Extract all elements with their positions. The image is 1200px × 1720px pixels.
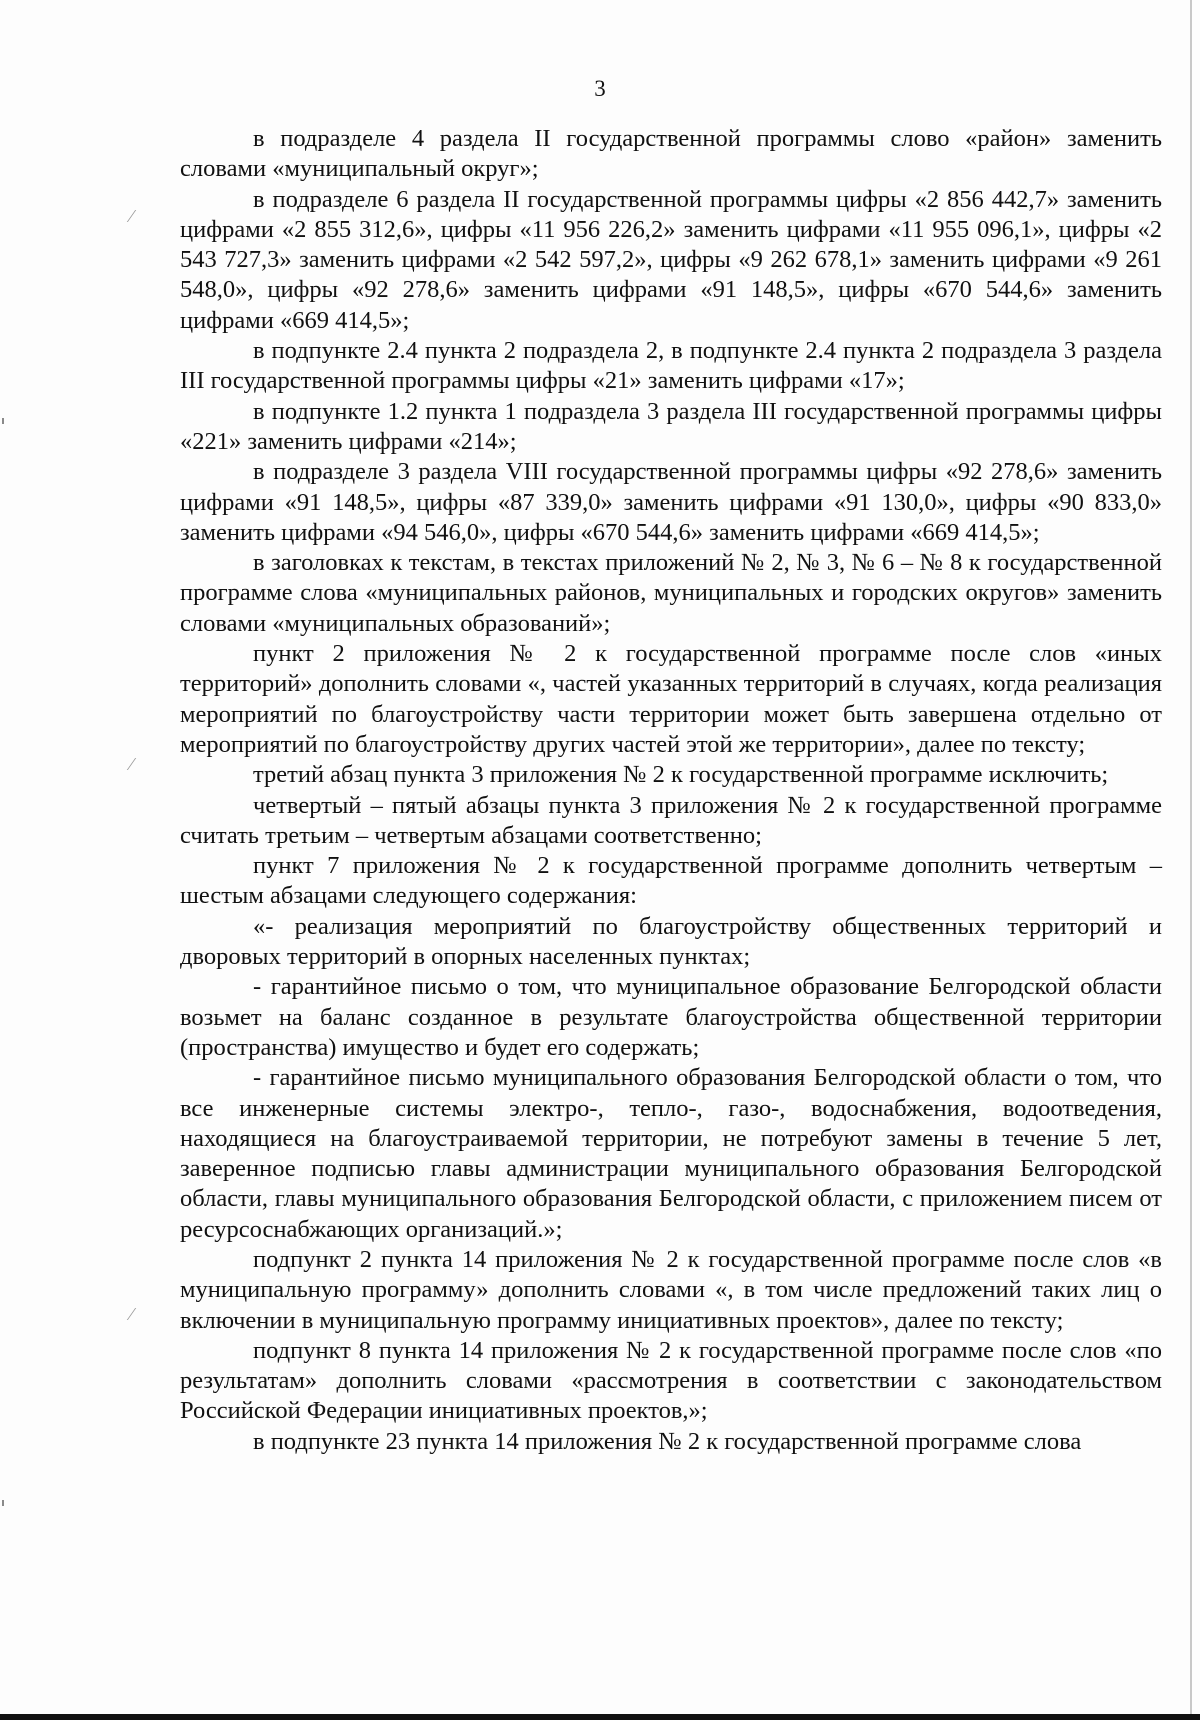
- paragraph: в подпункте 1.2 пункта 1 подраздела 3 раздела III государственной программы цифры «221» заменить цифрами «214»;: [180, 397, 1162, 455]
- paragraph: подпункт 8 пункта 14 приложения № 2 к государственной программе после слов «по результатам» дополнить словами «рассмотрения в соответствии с законодательством Российской Федерации инициативных проектов,»;: [180, 1336, 1162, 1425]
- paragraph: в подразделе 3 раздела VIII государственной программы цифры «92 278,6» заменить цифрами «91 148,5», цифры «87 339,0» заменить цифрами «91 130,0», цифры «90 833,0» заменить цифрами «94 546,0», цифры «670 544,6» заменить цифрами «669 414,5»;: [180, 458, 1162, 546]
- paragraph: в подразделе 4 раздела II государственной программы слово «район» заменить словами «муниципальный округ»;: [180, 125, 1162, 183]
- paragraph: в подразделе 6 раздела II государственной программы цифры «2 856 442,7» заменить цифрами «2 855 312,6», цифры «11 956 226,2» заменить цифрами «11 955 096,1», цифры «2 543 727,3» заменить цифрами «2 542 597,2», цифры «9 262 678,1» заменить цифрами «9 261 548,0», цифры «92 278,6» заменить цифрами «91 148,5», цифры «670 544,6» заменить цифрами «669 414,5»;: [180, 185, 1162, 334]
- quoted-paragraph: - гарантийное письмо о том, что муниципальное образование Белгородской области возьмет на баланс созданное в результате благоустройства общественной территории (пространства) имущество и будет его содержать;: [180, 973, 1162, 1061]
- paragraph: третий абзац пункта 3 приложения № 2 к государственной программе исключить;: [253, 761, 1109, 789]
- paragraph: пункт 2 приложения № 2 к государственной программе после слов «иных территорий» дополнить словами «, частей указанных территорий в случаях, когда реализация мероприятий по благоустройству части территории может быть завершена отдельно от мероприятий по благоустройству других частей этой же территории», далее по тексту;: [180, 640, 1162, 758]
- quoted-paragraph: - гарантийное письмо муниципального образования Белгородской области о том, что все инженерные системы электро-, тепло-, газо-, водоснабжения, водоотведения, находящиеся на благоустраиваемой территории, не потребуют замены в течение 5 лет, заверенное подписью главы администрации муниципального образования Белгородской области, главы муниципального образования Белгородской области, с приложением писем от ресурсоснабжающих организаций.»;: [180, 1064, 1162, 1243]
- paragraph: пункт 7 приложения № 2 к государственной программе дополнить четвертым – шестым абзацами следующего содержания:: [180, 852, 1162, 910]
- scan-edge-line: [1190, 0, 1192, 1720]
- document-body: [180, 124, 1162, 1457]
- paragraph: в подпункте 23 пункта 14 приложения № 2 к государственной программе слова: [253, 1427, 1082, 1455]
- scan-bottom-edge: [0, 1714, 1200, 1720]
- paragraph: подпункт 2 пункта 14 приложения № 2 к государственной программе после слов «в муниципальную программу» дополнить словами «, в том числе предложений таких лиц о включении в муниципальную программу инициативных проектов», далее по тексту;: [180, 1245, 1162, 1334]
- quoted-paragraph: «- реализация мероприятий по благоустройству общественных территорий и дворовых территорий в опорных населенных пунктах;: [180, 912, 1162, 971]
- margin-pen-mark: [127, 758, 140, 770]
- page-number: 3: [594, 76, 606, 101]
- scan-artifact: [2, 1500, 4, 1506]
- paragraph: четвертый – пятый абзацы пункта 3 приложения № 2 к государственной программе считать третьим – четвертым абзацами соответственно;: [180, 791, 1162, 849]
- scan-artifact: [2, 418, 4, 424]
- paragraph: в заголовках к текстам, в текстах приложений № 2, № 3, № 6 – № 8 к государственной программе слова «муниципальных районов, муниципальных и городских округов» заменить словами «муниципальных образований»;: [180, 549, 1162, 637]
- margin-pen-mark: [127, 1308, 140, 1320]
- paragraph: в подпункте 2.4 пункта 2 подраздела 2, в подпункте 2.4 пункта 2 подраздела 3 раздела III государственной программы цифры «21» заменить цифрами «17»;: [180, 337, 1162, 395]
- margin-pen-mark: [127, 210, 140, 222]
